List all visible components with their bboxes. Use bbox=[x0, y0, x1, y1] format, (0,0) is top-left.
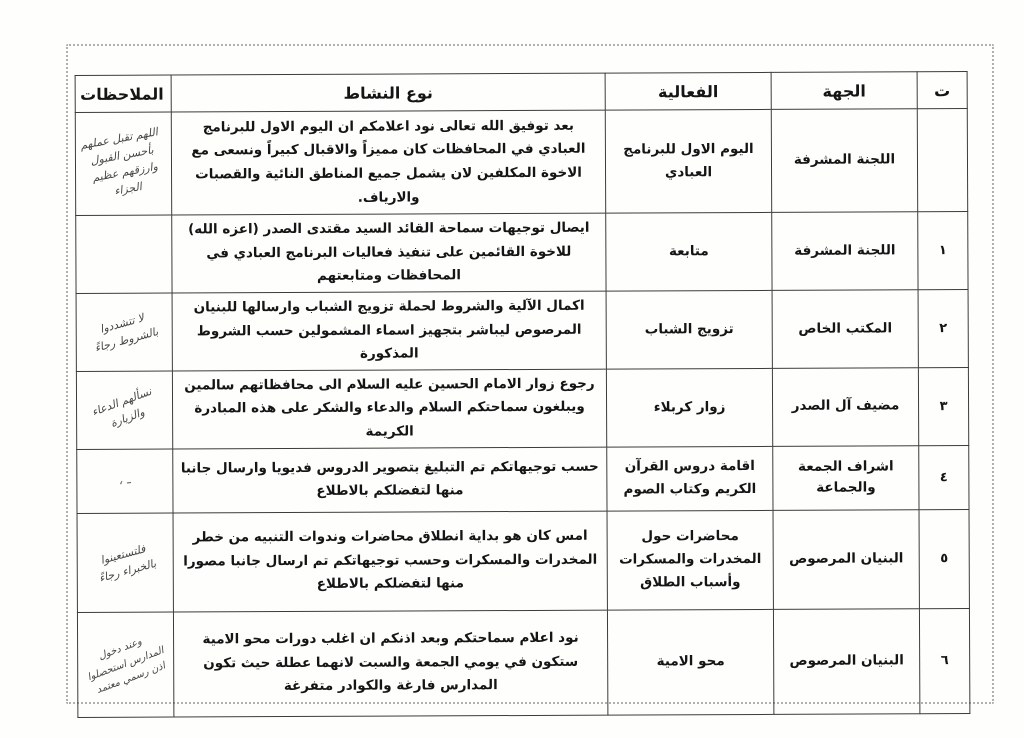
index-cell: ٤ bbox=[919, 445, 969, 509]
table-row bbox=[75, 109, 967, 216]
handwritten-mark: ـ ، bbox=[117, 472, 132, 489]
activity-type-cell: اكمال الآلية والشروط لحملة تزويج الشباب وارسالها للبنيان المرصوص ليباشر بتجهيز اسماء المشمولين حسب الشروط المذكورة bbox=[172, 291, 606, 371]
notes-cell bbox=[77, 513, 173, 612]
entity-cell: مضيف آل الصدر bbox=[772, 368, 918, 447]
notes-cell bbox=[77, 449, 173, 513]
report-table-container bbox=[75, 71, 971, 718]
activity-type-cell: نود اعلام سماحتكم وبعد اذنكم ان اغلب دورات محو الامية ستكون في يومي الجمعة والسبت لانهما عطلة حيث تكون المدارس فارغة والكوادر متفرغة bbox=[173, 610, 607, 717]
handwritten-note: فلتستعينوا بالخبراء رجاءً bbox=[97, 541, 158, 585]
index-cell: ٥ bbox=[919, 509, 969, 608]
entity-cell: اشراف الجمعة والجماعة bbox=[773, 445, 919, 510]
entity-cell: المكتب الخاص bbox=[772, 290, 918, 369]
table-row bbox=[77, 608, 969, 717]
notes-cell bbox=[76, 215, 172, 293]
header-activity-type: نوع النشاط bbox=[171, 73, 605, 112]
activity-type-cell: رجوع زوار الامام الحسين عليه السلام الى محافظاتهم سالمين ويبلغون سماحتكم السلام والدعاء والشكر على هذه المبادرة الكريمة bbox=[172, 369, 606, 449]
activity-report-table bbox=[75, 71, 971, 718]
table-row bbox=[76, 289, 968, 371]
activity-cell: محاضرات حول المخدرات والمسكرات وأسباب الطلاق bbox=[607, 510, 773, 610]
activity-cell: محو الامية bbox=[607, 609, 773, 715]
table-row bbox=[76, 367, 968, 449]
activity-type-cell: بعد توفيق الله تعالى نود اعلامكم ان اليوم الاول للبرنامج العبادي في المحافظات كان مميزاً والاقبال كبيراً ونسعى مع الاخوة المكلفين لان يشمل جميع المناطق النائية والقصبات والارياف. bbox=[171, 110, 605, 215]
notes-cell bbox=[77, 612, 173, 717]
entity-cell: اللجنة المشرفة bbox=[772, 212, 918, 291]
entity-cell: البنيان المرصوص bbox=[773, 509, 919, 609]
header-entity: الجهة bbox=[771, 72, 917, 110]
table-row bbox=[77, 509, 969, 612]
entity-cell: اللجنة المشرفة bbox=[771, 109, 917, 213]
notes-cell bbox=[76, 293, 172, 371]
handwritten-note: وعند دخول المدارس استحصلوا اذن رسمي معتمد bbox=[85, 636, 167, 697]
handwritten-note: اللهم تقبل عملهم بأحسن القبول وارزقهم عظيم الجزاء bbox=[79, 125, 159, 198]
header-index: ت bbox=[917, 72, 967, 109]
header-notes: الملاحظات bbox=[75, 75, 171, 112]
index-cell: ١ bbox=[918, 212, 968, 290]
activity-cell: تزويج الشباب bbox=[606, 290, 772, 369]
activity-type-cell: ايصال توجيهات سماحة القائد السيد مقتدى الصدر (اعزه الله) للاخوة القائمين على تنفيذ فعاليات البرنامج العبادي في المحافظات ومتابعتهم bbox=[172, 213, 606, 293]
activity-cell: متابعة bbox=[606, 212, 772, 291]
index-cell bbox=[917, 109, 967, 212]
index-cell: ٣ bbox=[918, 367, 968, 445]
header-row bbox=[75, 72, 967, 113]
handwritten-note: نسألهم الدعاء والزيارة bbox=[89, 384, 154, 431]
index-cell: ٢ bbox=[918, 289, 968, 367]
activity-type-cell: حسب توجيهاتكم تم التبليغ بتصوير الدروس فديويا وارسال جانبا منها لتفضلكم بالاطلاع bbox=[173, 447, 607, 513]
activity-cell: اليوم الاول للبرنامج العبادي bbox=[605, 109, 771, 213]
header-activity: الفعالية bbox=[605, 72, 771, 110]
index-cell: ٦ bbox=[919, 608, 969, 713]
activity-cell: زوار كربلاء bbox=[606, 368, 772, 447]
handwritten-note: لا تتشددوا بالشروط رجاءً bbox=[93, 311, 160, 356]
entity-cell: البنيان المرصوص bbox=[773, 608, 919, 714]
notes-cell bbox=[76, 371, 172, 449]
activity-type-cell: امس كان هو بداية انطلاق محاضرات وندوات التنبيه من خطر المخدرات والمسكرات وحسب توجيهاتكم تم ارسال جانبا مصورا منها لتفضلكم بالاطلاع bbox=[173, 511, 607, 612]
table-row bbox=[76, 212, 968, 294]
notes-cell bbox=[75, 112, 171, 215]
activity-cell: اقامة دروس القرآن الكريم وكتاب الصوم bbox=[607, 446, 773, 511]
table-row bbox=[77, 445, 969, 513]
